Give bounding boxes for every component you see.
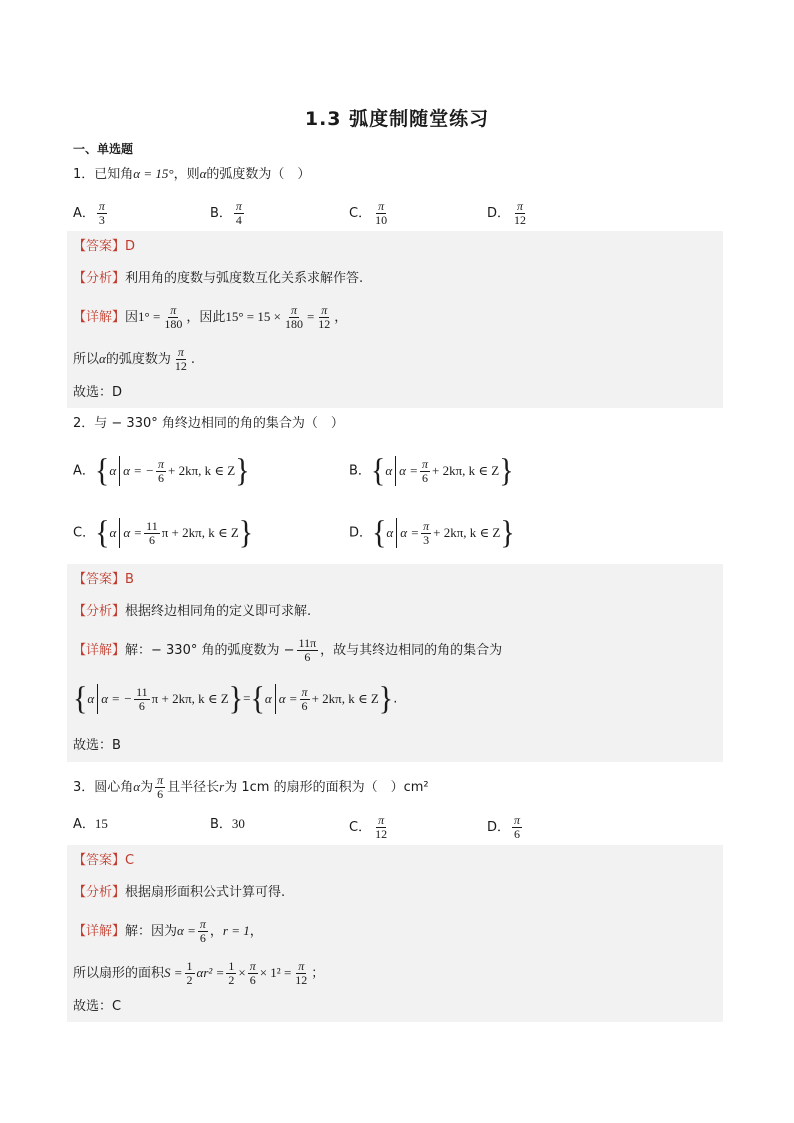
q3-choice: 故选：C [73, 999, 122, 1014]
q3-option-d: D． $\frac{\pi}{6}$ [487, 813, 521, 841]
q1-answer: 【答案】D [73, 239, 136, 254]
q2-choice: 故选：B [73, 738, 121, 753]
q1-choice: 故选：D [73, 385, 123, 400]
page-title: 1.3 弧度制随堂练习 [304, 108, 490, 130]
q2-detail: 【详解】解：− 330° 角的弧度数为 − $\frac{11\pi}{6}$ ，故与其终边相同的角的集合为 [73, 636, 503, 664]
question-1-stem: 1．已知角α = 15°，则α的弧度数为（ ） [73, 166, 311, 182]
q2-option-a: A． { α α = − $\frac{\pi}{6}$ + 2kπ, k ∈ Z } [73, 452, 250, 489]
section-heading: 一、单选题 [73, 142, 134, 156]
q1-analysis: 【分析】利用角的度数与弧度数互化关系求解作答. [73, 271, 364, 286]
q2-option-c: C． { α α = $\frac{11}{6}$ π + 2kπ, k ∈ Z } [73, 514, 254, 551]
q3-conclusion: 所以扇形的面积S = $\frac{1}{2}$ αr² = $\frac{1}{2}$ × $\frac{\pi}{6}$ × 1² = $\frac{\pi}{12}$ ； [73, 959, 325, 987]
q3-option-c: C． $\frac{\pi}{12}$ [349, 813, 388, 841]
q1-detail: 【详解】因1° = $\frac{\pi}{180}$ ，因此15° = 15 × $\frac{\pi}{180}$ = $\frac{\pi}{12}$ ， [73, 303, 348, 331]
question-3-stem: 3．圆心角α为 $\frac{\pi}{6}$ 且半径长r为 1cm 的扇形的面积为（ ）cm² [73, 773, 429, 801]
q1-option-d: D． $\frac{\pi}{12}$ [487, 199, 527, 227]
q1-option-b: B． $\frac{\pi}{4}$ [210, 199, 242, 227]
q1-option-c: C． $\frac{\pi}{10}$ [349, 199, 388, 227]
q3-answer: 【答案】C [73, 853, 135, 868]
q3-option-b: B．30 [210, 816, 245, 832]
q2-option-b: B． { α α = $\frac{\pi}{6}$ + 2kπ, k ∈ Z } [349, 452, 514, 489]
q1-option-a: A． $\frac{\pi}{3}$ [73, 199, 105, 227]
q3-option-a: A．15 [73, 816, 108, 832]
q2-set-equation: { α α = − $\frac{11}{6}$ π + 2kπ, k ∈ Z } = { α α = $\frac{\pi}{6}$ + 2kπ, k ∈ Z } . [73, 680, 398, 717]
q3-detail: 【详解】解：因为α = $\frac{\pi}{6}$ ，r = 1， [73, 917, 263, 945]
q1-conclusion: 所以α的弧度数为 $\frac{\pi}{12}$ . [73, 345, 195, 373]
q2-analysis: 【分析】根据终边相同角的定义即可求解. [73, 604, 312, 619]
question-2-stem: 2．与 − 330° 角终边相同的角的集合为（ ） [73, 416, 344, 431]
q3-analysis: 【分析】根据扇形面积公式计算可得. [73, 885, 286, 900]
q2-answer: 【答案】B [73, 572, 134, 587]
q2-option-d: D． { α α = $\frac{\pi}{3}$ + 2kπ, k ∈ Z } [349, 514, 515, 551]
